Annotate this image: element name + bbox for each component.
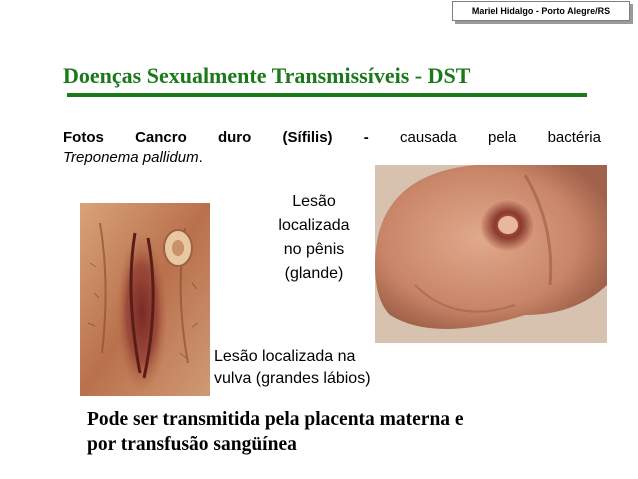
- intro-word: (Sífilis): [282, 129, 333, 146]
- transmission-line: Pode ser transmitida pela placenta materna e: [87, 409, 464, 430]
- author-credit: [452, 1, 630, 21]
- intro-word: bactéria: [547, 129, 601, 146]
- caption-line: vulva (grandes lábios): [214, 370, 371, 387]
- bacteria-name: Treponema pallidum: [63, 149, 199, 166]
- transmission-note: [87, 407, 607, 457]
- vulva-lesion-photo: [80, 203, 210, 396]
- caption-line: (glande): [284, 265, 344, 282]
- intro-word: duro: [217, 129, 252, 146]
- intro-paragraph: [63, 128, 601, 168]
- penis-lesion-photo: [375, 165, 607, 343]
- caption-line: Lesão: [292, 193, 336, 210]
- intro-period: .: [198, 149, 203, 166]
- caption-line: no pênis: [283, 241, 345, 258]
- caption-vulva-lesion: [214, 346, 444, 390]
- transmission-line: por transfusão sangüínea: [87, 434, 297, 455]
- intro-word: pela: [487, 129, 517, 146]
- intro-word: causada: [400, 129, 457, 146]
- caption-penis-lesion: [254, 190, 374, 286]
- intro-word: Fotos: [63, 129, 104, 146]
- caption-line: Lesão localizada na: [214, 348, 356, 365]
- slide-title: Doenças Sexualmente Transmissíveis - DST: [63, 63, 471, 88]
- title-underline: [67, 93, 587, 97]
- intro-word: Cancro: [135, 129, 187, 146]
- intro-line-1: [63, 128, 601, 148]
- caption-line: localizada: [278, 217, 350, 234]
- author-credit-text: Mariel Hidalgo - Porto Alegre/RS: [471, 6, 611, 16]
- intro-word: -: [363, 129, 369, 146]
